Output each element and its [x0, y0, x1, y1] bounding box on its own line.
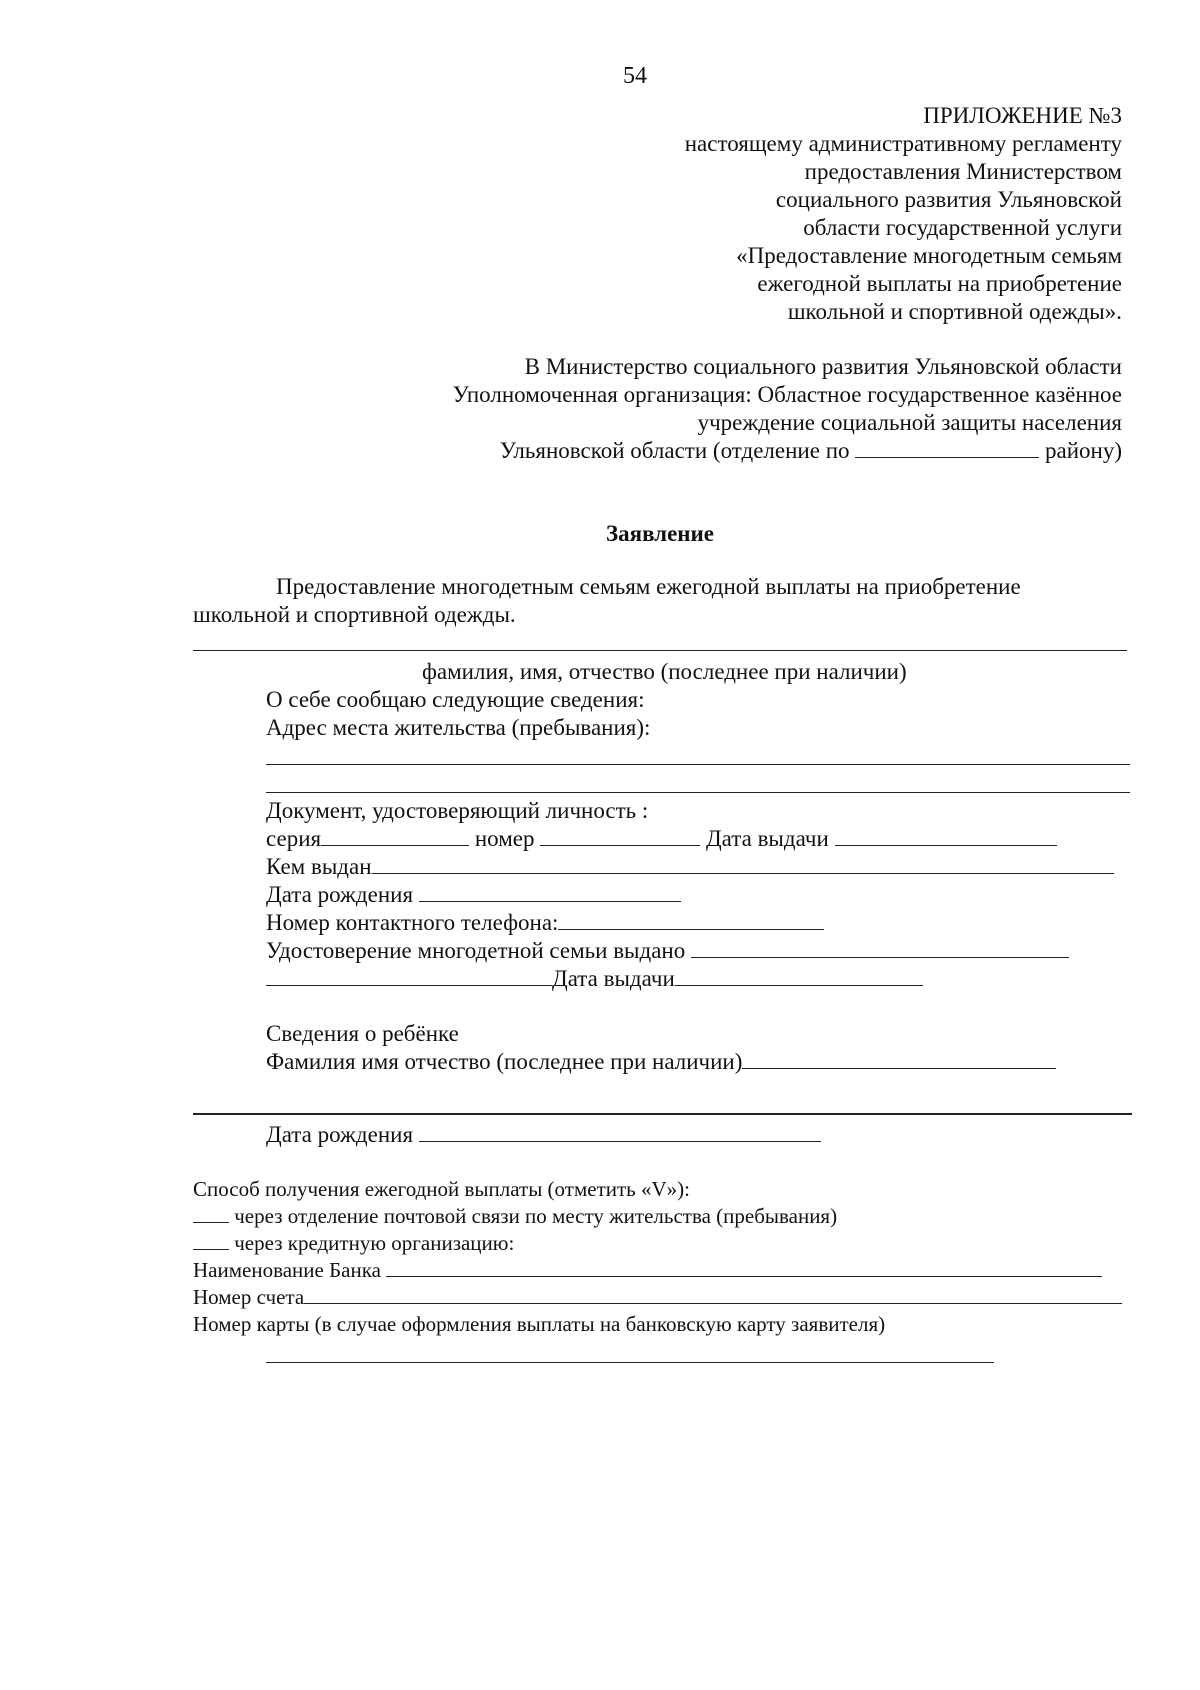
phone-blank[interactable] — [558, 909, 824, 930]
intro-line-2: школьной и спортивной одежды. — [193, 602, 516, 627]
account-row — [193, 1284, 1122, 1310]
post-option-label: через отделение почтовой связи по месту жительства (пребывания) — [234, 1204, 838, 1228]
child-fio-row — [266, 1048, 1056, 1076]
bank-name-row — [193, 1257, 1102, 1283]
child-fio-line[interactable] — [193, 1113, 1132, 1115]
birth-date-row — [266, 881, 681, 909]
child-fio-blank[interactable] — [742, 1048, 1056, 1069]
address-line-2[interactable] — [266, 792, 1130, 793]
appendix-line: настоящему административному регламенту — [684, 131, 1122, 156]
child-heading: Сведения о ребёнке — [266, 1021, 459, 1046]
appendix-line: школьной и спортивной одежды». — [787, 299, 1122, 324]
card-label: Номер карты (в случае оформления выплаты на банковскую карту заявителя) — [193, 1312, 886, 1336]
number-blank[interactable] — [540, 825, 700, 846]
appendix-title: ПРИЛОЖЕНИЕ №3 — [923, 103, 1122, 128]
applicant-fio-line[interactable] — [193, 650, 1127, 651]
form-heading: Заявление — [605, 521, 715, 546]
appendix-line: социального развития Ульяновской — [775, 187, 1122, 212]
addressee-institution: учреждение социальной защиты населения — [697, 410, 1122, 435]
addressee-ministry: В Министерство социального развития Ульяновской области — [524, 354, 1122, 379]
certificate-issuer-blank-2[interactable] — [266, 965, 552, 986]
fio-caption: фамилия, имя, отчество (последнее при наличии) — [422, 659, 907, 684]
addressee-department-prefix: Ульяновской области (отделение по — [499, 438, 850, 463]
appendix-line: предоставления Министерством — [804, 159, 1122, 184]
about-label: О себе сообщаю следующие сведения: — [266, 687, 645, 712]
child-birth-date-label: Дата рождения — [266, 1122, 414, 1147]
child-birth-date-row — [266, 1121, 821, 1149]
post-option-checkbox[interactable] — [193, 1204, 229, 1223]
appendix-line: ежегодной выплаты на приобретение — [757, 271, 1122, 296]
number-label: номер — [474, 826, 535, 851]
appendix-line: «Предоставление многодетным семьям — [736, 243, 1122, 268]
certificate-label: Удостоверение многодетной семьи выдано — [266, 938, 686, 963]
issued-by-blank[interactable] — [372, 853, 1114, 874]
addressee-department-suffix: району) — [1045, 438, 1122, 463]
account-blank[interactable] — [304, 1285, 1122, 1304]
address-line-1[interactable] — [266, 764, 1130, 765]
certificate-date-label: Дата выдачи — [552, 966, 675, 991]
addressee-department-line — [500, 437, 1122, 465]
id-document-label: Документ, удостоверяющий личность : — [266, 798, 649, 823]
bank-option-label: через кредитную организацию: — [234, 1231, 515, 1255]
phone-label: Номер контактного телефона: — [266, 910, 559, 935]
child-birth-date-blank[interactable] — [419, 1121, 821, 1142]
series-blank[interactable] — [321, 825, 469, 846]
bank-name-blank[interactable] — [386, 1258, 1102, 1277]
issue-date-label: Дата выдачи — [705, 826, 829, 851]
certificate-row — [266, 937, 1069, 965]
phone-row — [266, 909, 824, 937]
certificate-date-row — [266, 965, 923, 993]
series-number-row — [266, 825, 1057, 853]
series-label: серия — [266, 826, 322, 851]
district-blank[interactable] — [855, 437, 1039, 458]
addressee-organization: Уполномоченная организация: Областное государственное казённое — [452, 382, 1122, 407]
appendix-line: области государственной услуги — [803, 215, 1122, 240]
intro-line-1: Предоставление многодетным семьям ежегодной выплаты на приобретение — [276, 574, 1021, 599]
child-fio-label: Фамилия имя отчество (последнее при наличии) — [266, 1049, 743, 1074]
payment-option-bank — [193, 1230, 514, 1256]
birth-date-label: Дата рождения — [266, 882, 414, 907]
birth-date-blank[interactable] — [419, 881, 681, 902]
issue-date-blank[interactable] — [835, 825, 1057, 846]
address-label: Адрес места жительства (пребывания): — [266, 715, 651, 740]
page-number: 54 — [623, 63, 647, 89]
bank-name-label: Наименование Банка — [193, 1258, 381, 1282]
account-label: Номер счета — [193, 1285, 305, 1309]
certificate-issuer-blank[interactable] — [691, 937, 1069, 958]
certificate-date-blank[interactable] — [675, 965, 923, 986]
payment-option-post — [193, 1203, 837, 1229]
issued-by-label: Кем выдан — [266, 854, 372, 879]
card-number-line[interactable] — [266, 1362, 994, 1363]
bank-option-checkbox[interactable] — [193, 1231, 229, 1250]
payment-heading: Способ получения ежегодной выплаты (отметить «V»): — [193, 1177, 690, 1201]
issued-by-row — [266, 853, 1114, 881]
